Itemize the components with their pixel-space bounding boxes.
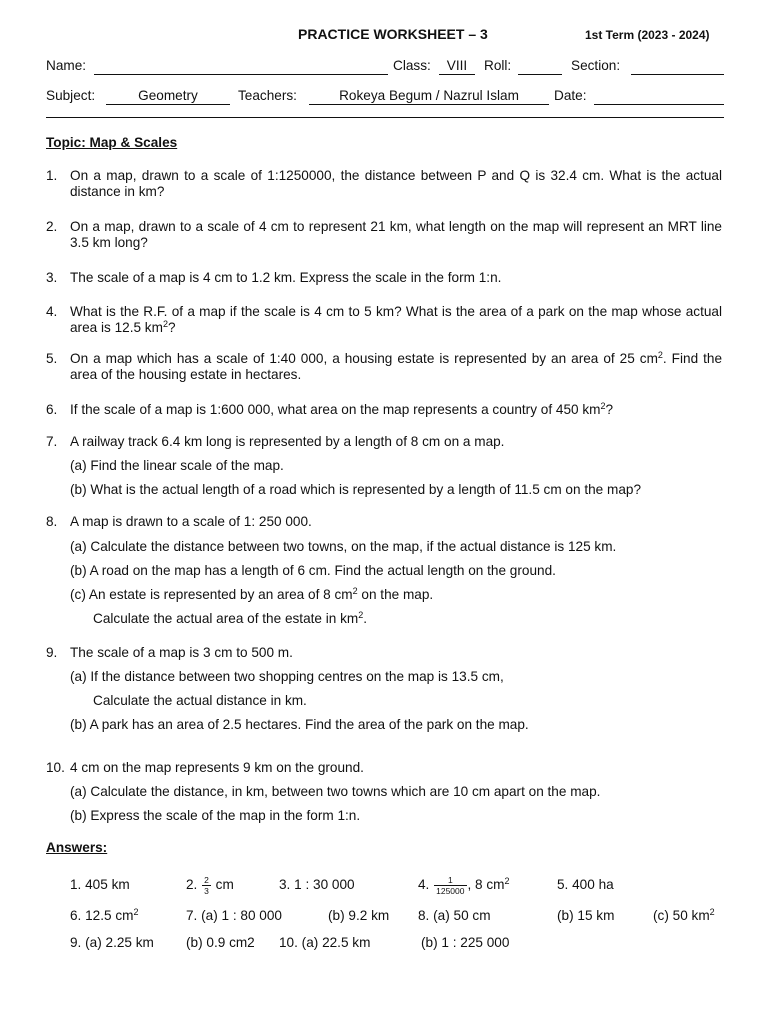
answer-10b: (b) 1 : 225 000: [421, 935, 510, 950]
question-3-text: The scale of a map is 4 cm to 1.2 km. Express the scale in the form 1:n.: [70, 270, 502, 285]
question-number: 3.: [46, 270, 58, 285]
question-7b-text: (b) What is the actual length of a road which is represented by a length of 11.5 cm on the map?: [70, 482, 642, 497]
question-10-text: 4 cm on the map represents 9 km on the ground.: [70, 760, 364, 775]
answer-9b: (b) 0.9 cm2: [186, 935, 255, 950]
question-2-text: On a map, drawn to a scale of 4 cm to represent 21 km, what length on the map will represent an MRT line 3.5 km long?: [70, 219, 722, 250]
answer-4: 4. $\frac{1}{125000}$ , 8 $cm^2$: [418, 874, 510, 896]
answer-8c: (c) 50 $km^2$: [653, 907, 715, 923]
answer-7a: 7. (a) 1 : 80 000: [186, 908, 282, 923]
answer-5: 5. 400 ha: [557, 877, 614, 892]
question-8-text: A map is drawn to a scale of 1: 250 000.: [70, 514, 312, 529]
class-label: Class:: [393, 58, 431, 73]
question-10a-text: (a) Calculate the distance, in km, between two towns which are 10 cm apart on the map.: [70, 784, 601, 799]
question-9b-text: (b) A park has an area of 2.5 hectares. Find the area of the park on the map.: [70, 717, 529, 732]
answer-2: 2. $\frac{2}{3}$ cm: [186, 874, 234, 896]
answers-heading: Answers:: [46, 840, 108, 855]
question-7-text: A railway track 6.4 km long is represented by a length of 8 cm on a map.: [70, 434, 505, 449]
question-9-text: The scale of a map is 3 cm to 500 m.: [70, 645, 293, 660]
answer-10a: 10. (a) 22.5 km: [279, 935, 371, 950]
question-number: 9.: [46, 645, 58, 660]
roll-label: Roll:: [484, 58, 512, 73]
question-9a-text: (a) If the distance between two shopping centres on the map is 13.5 cm,: [70, 669, 504, 684]
question-number: 5.: [46, 351, 58, 366]
question-number: 7.: [46, 434, 58, 449]
answer-7b: (b) 9.2 km: [328, 908, 390, 923]
question-10b-text: (b) Express the scale of the map in the form 1:n.: [70, 808, 361, 823]
term-label: 1st Term (2023 - 2024): [585, 28, 710, 42]
question-5-text: On a map which has a scale of 1:40 000, a housing estate is represented by an area of 25 $cm^2$. Find the area of the housing estate in hectares.: [70, 350, 723, 382]
question-number: 8.: [46, 514, 58, 529]
name-blank[interactable]: [94, 74, 388, 75]
question-7a-text: (a) Find the linear scale of the map.: [70, 458, 284, 473]
name-label: Name:: [46, 58, 87, 73]
question-number: 6.: [46, 402, 58, 417]
question-number: 2.: [46, 219, 58, 234]
question-number: 10.: [46, 760, 65, 775]
section-label: Section:: [571, 58, 621, 73]
answer-8b: (b) 15 km: [557, 908, 615, 923]
worksheet-title: PRACTICE WORKSHEET – 3: [298, 26, 488, 42]
roll-blank[interactable]: [518, 74, 562, 75]
question-4-text: What is the R.F. of a map if the scale is 4 cm to 5 km? What is the area of a park on the map whose actual area is 12.5 $km^2$?: [70, 304, 722, 335]
question-number: 4.: [46, 304, 58, 319]
question-9a-continuation: Calculate the actual distance in km.: [93, 693, 307, 708]
teachers-field[interactable]: Rokeya Begum / Nazrul Islam: [309, 87, 549, 105]
answer-6: 6. 12.5 $cm^2$: [70, 907, 139, 923]
date-blank[interactable]: [594, 104, 724, 105]
topic-heading: Topic: Map & Scales: [46, 135, 178, 150]
teachers-label: Teachers:: [238, 88, 297, 103]
question-8c-continuation: Calculate the actual area of the estate in $km^2$.: [93, 610, 368, 626]
class-field[interactable]: VIII: [439, 57, 475, 75]
subject-label: Subject:: [46, 88, 96, 103]
answer-8a: 8. (a) 50 cm: [418, 908, 491, 923]
answer-9a: 9. (a) 2.25 km: [70, 935, 154, 950]
subject-field[interactable]: Geometry: [106, 87, 230, 105]
header-divider: [46, 117, 724, 118]
date-label: Date:: [554, 88, 587, 103]
answer-1: 1. 405 km: [70, 877, 130, 892]
question-8c-text: (c) An estate is represented by an area of 8 $cm^2$ on the map.: [70, 586, 434, 602]
question-8a-text: (a) Calculate the distance between two towns, on the map, if the actual distance is 125 km.: [70, 539, 617, 554]
question-6-text: If the scale of a map is 1:600 000, what area on the map represents a country of 450 $km^2$?: [70, 401, 614, 417]
section-blank[interactable]: [631, 74, 724, 75]
question-1-text: On a map, drawn to a scale of 1:1250000, the distance between P and Q is 32.4 cm. What is the actual distance in km?: [70, 168, 722, 199]
question-8b-text: (b) A road on the map has a length of 6 cm. Find the actual length on the ground.: [70, 563, 556, 578]
question-number: 1.: [46, 168, 58, 183]
answer-3: 3. 1 : 30 000: [279, 877, 355, 892]
